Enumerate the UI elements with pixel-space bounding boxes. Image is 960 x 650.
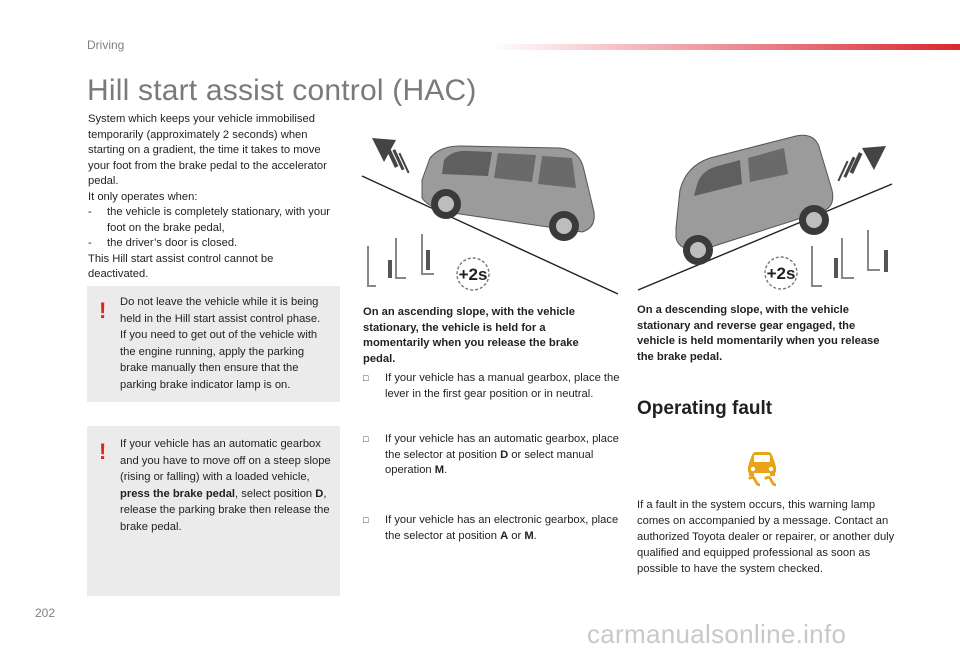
descending-slope-illustration [636, 118, 898, 296]
timer-badge-label: +2s [458, 265, 488, 284]
list-item: □ If your vehicle has a manual gearbox, place the lever in the first gear position or in neutral. [363, 372, 620, 400]
warning-mark-icon: ! [99, 298, 107, 323]
warning-mark-icon: ! [99, 439, 107, 464]
intro-para-2: It only operates when: [88, 190, 198, 203]
intro-list-item: - the vehicle is completely stationary, with your foot on the brake pedal, [88, 206, 331, 234]
page-title: Hill start assist control (HAC) [87, 74, 477, 107]
warning-box [87, 286, 340, 402]
reverse-arrow-icon [837, 146, 886, 181]
operating-fault-text: If a fault in the system occurs, this warning lamp comes on accompanied by a message. Contact an authorized Toyota dealer or repairer, or another duly qualified and equipped professional as soon as possible to have the system checked. [637, 499, 895, 575]
pedals-icon [812, 230, 880, 286]
timer-badge-label: +2s [766, 264, 796, 283]
warning-text: Do not leave the vehicle while it is being held in the Hill start assist control phase. If you need to get out of the vehicle with the engine running, apply the parking brake manually then ensure that the parking brake indicator lamp is on. [120, 296, 321, 391]
van-icon [676, 135, 833, 265]
operating-fault-heading: Operating fault [637, 398, 773, 419]
header-accent-bar [490, 44, 960, 50]
section-label: Driving [87, 38, 125, 52]
intro-para-1: System which keeps your vehicle immobilised temporarily (approximately 2 seconds) when starting on a gradient, the time it takes to move your foot from the brake pedal to the accelerator pedal. [88, 113, 327, 187]
ascending-caption: On an ascending slope, with the vehicle stationary, the vehicle is held for a momentarily when you release the brake pedal. [363, 306, 579, 365]
checkbox-bullet-icon: □ [363, 434, 369, 444]
warning-text: If your vehicle has an automatic gearbox and you have to move off on a steep slope (rising or falling) with a loaded vehicle, press the brake pedal, select position D, release the parking brake then release the brake pedal. [120, 438, 331, 533]
intro-list-item: - the driver’s door is closed. [88, 237, 238, 249]
list-item: □ If your vehicle has an automatic gearbox, place the selector at position D or select manual operation M. [363, 433, 619, 476]
intro-para-3: This Hill start assist control cannot be deactivated. [88, 252, 274, 280]
intro-text [88, 112, 336, 283]
checkbox-bullet-icon: □ [363, 515, 369, 525]
van-icon [422, 146, 594, 241]
warning-box [87, 426, 340, 596]
skid-warning-icon [743, 451, 781, 487]
watermark: carmanualsonline.info [587, 619, 847, 649]
list-item: □ If your vehicle has an electronic gearbox, place the selector at position A or M. [363, 514, 619, 542]
pedals-icon [368, 234, 434, 286]
descending-caption: On a descending slope, with the vehicle stationary and reverse gear engaged, the vehicle is held momentarily when you release the brake pedal. [637, 304, 880, 363]
forward-arrow-icon [372, 138, 410, 173]
checkbox-bullet-icon: □ [363, 373, 369, 383]
ascending-slope-illustration [360, 118, 622, 296]
page-number: 202 [35, 606, 56, 620]
